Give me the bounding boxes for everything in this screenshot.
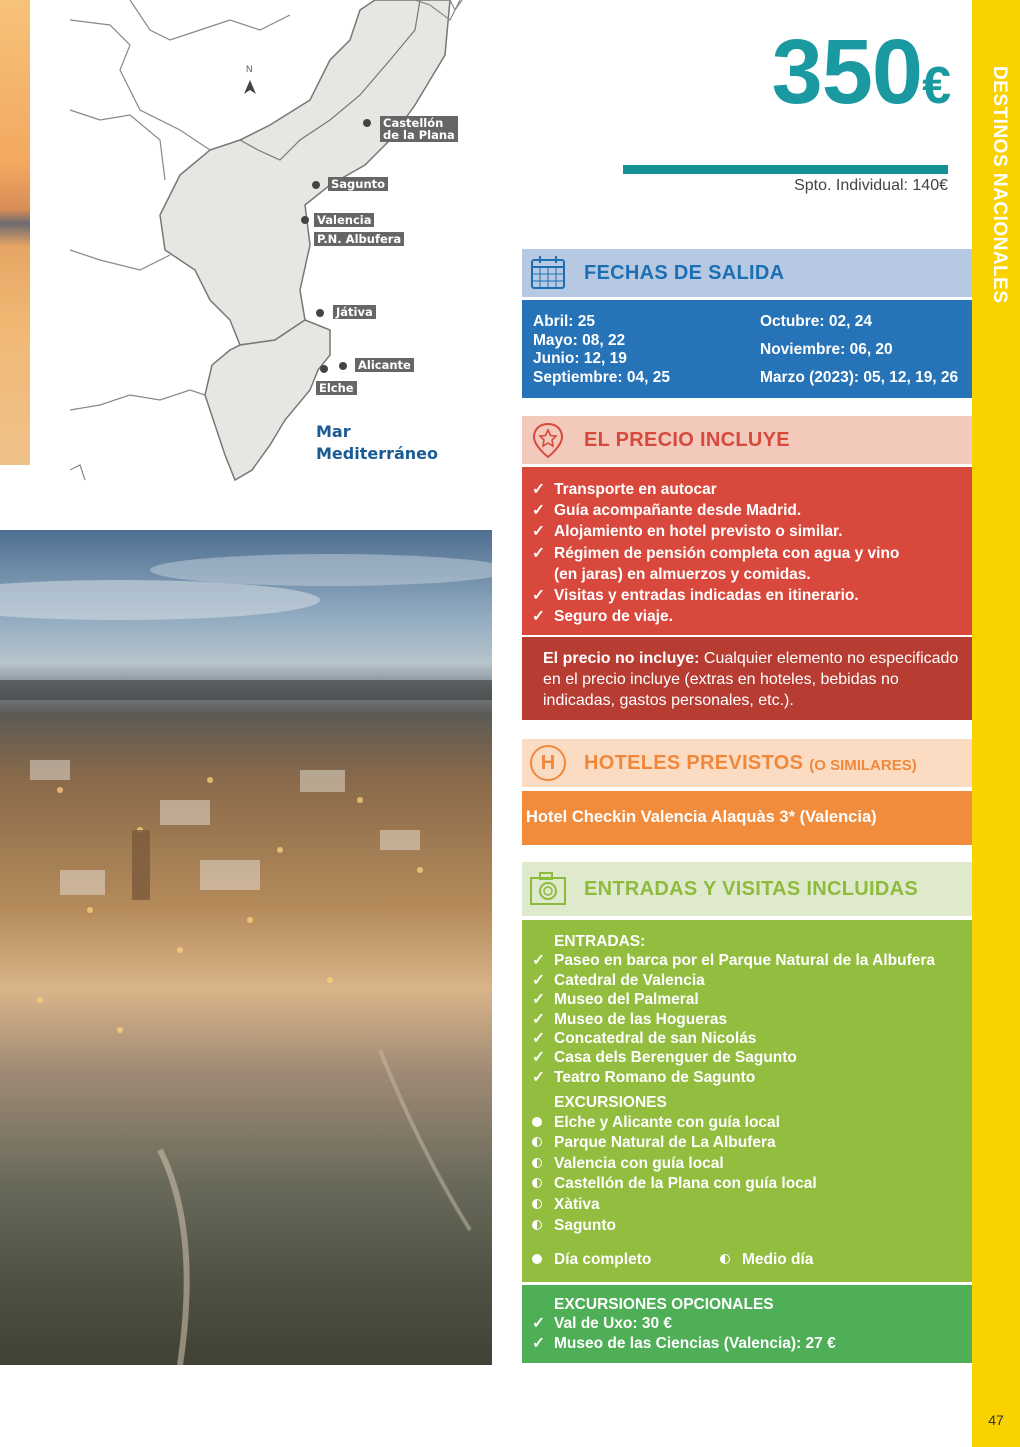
price <box>620 22 950 136</box>
list-item <box>532 1195 935 1216</box>
list-item <box>532 971 935 990</box>
check-icon: ✓ <box>532 971 545 989</box>
city-dusk-photo <box>0 530 492 1365</box>
side-band-text: DESTINOS NACIONALES <box>989 66 1010 304</box>
excursiones-list <box>532 1113 935 1237</box>
fechas-title: FECHAS DE SALIDA <box>584 261 785 284</box>
alicante-region <box>205 320 330 480</box>
list-item-text: Parque Natural de La Albufera <box>554 1134 776 1152</box>
elche-label: Elche <box>316 381 357 395</box>
fecha-item: Noviembre: 06, 20 <box>760 341 893 358</box>
no-incluye-label: El precio no incluye: <box>543 650 700 667</box>
alicante-dot <box>339 362 347 370</box>
sea-label <box>316 421 438 465</box>
list-item <box>532 606 899 627</box>
castellon-label <box>380 116 458 142</box>
list-item <box>532 1314 836 1333</box>
opcionales-body <box>522 1285 972 1363</box>
fecha-item: Octubre: 02, 24 <box>760 313 872 330</box>
half-day-icon <box>532 1178 542 1188</box>
check-icon: ✓ <box>532 608 545 626</box>
sunset-photo-strip <box>0 0 30 465</box>
castellon-dot <box>363 119 371 127</box>
no-incluye-description: Cualquier elemento no especificado en el precio incluye (extras en hoteles, bebidas no indicadas, gastos personales, etc.). <box>543 650 959 709</box>
alicante-label: Alicante <box>355 358 414 372</box>
side-band-label <box>972 0 1020 400</box>
list-item-text: Museo de las Hogueras <box>554 1010 728 1028</box>
list-item-text: (en jaras) en almuerzos y comidas. <box>554 565 811 583</box>
list-item <box>532 1216 935 1237</box>
list-item <box>532 479 899 500</box>
hoteles-header <box>522 739 972 787</box>
camera-icon <box>526 867 570 911</box>
sagunto-dot <box>312 181 320 189</box>
incluye-list <box>532 479 899 627</box>
entradas-list <box>532 932 935 1270</box>
fechas-right-column <box>760 308 958 392</box>
price-underline <box>623 165 948 174</box>
list-item-text: Elche y Alicante con guía local <box>554 1113 780 1131</box>
opcionales-list <box>532 1295 836 1353</box>
list-item-text: Catedral de Valencia <box>554 971 705 989</box>
elche-dot <box>320 365 328 373</box>
list-item <box>532 1133 935 1154</box>
list-item-text: Val de Uxo: 30 € <box>554 1315 673 1333</box>
entradas-body <box>522 920 972 1282</box>
list-item-text: Museo de las Ciencias (Valencia): 27 € <box>554 1334 836 1352</box>
list-item-text: Régimen de pensión completa con agua y vino <box>554 544 900 562</box>
sea-label-line1: Mar <box>316 422 351 441</box>
jativa-dot <box>316 309 324 317</box>
list-item <box>532 1010 935 1029</box>
legend-full-day: Día completo <box>554 1251 652 1269</box>
hoteles-body <box>522 791 972 845</box>
hotel-name: Hotel Checkin Valencia Alaquàs 3* (Valencia) <box>526 808 877 826</box>
legend <box>532 1250 935 1269</box>
albufera-label: P.N. Albufera <box>314 232 404 246</box>
calendar-icon <box>526 251 570 295</box>
opcionales-label: EXCURSIONES OPCIONALES <box>554 1296 774 1313</box>
list-item-text: Visitas y entradas indicadas en itinerario. <box>554 587 859 605</box>
list-item-text: Sagunto <box>554 1216 616 1234</box>
list-item-text: Xàtiva <box>554 1196 600 1214</box>
list-item-text: Museo del Palmeral <box>554 991 699 1009</box>
check-icon: ✓ <box>532 523 545 541</box>
list-item-text: Guía acompañante desde Madrid. <box>554 502 802 520</box>
excursiones-label: EXCURSIONES <box>554 1094 667 1112</box>
check-icon: ✓ <box>532 481 545 498</box>
list-item-text: Transporte en autocar <box>554 481 717 498</box>
hotel-icon <box>526 741 570 785</box>
check-icon: ✓ <box>532 1315 545 1333</box>
list-item-text: Teatro Romano de Sagunto <box>554 1068 756 1086</box>
check-icon: ✓ <box>532 587 545 605</box>
list-item <box>532 1048 935 1067</box>
hotel-icon-letter: H <box>530 745 566 781</box>
photo-detail <box>0 530 492 1365</box>
list-item <box>532 564 899 585</box>
list-item <box>532 1174 935 1195</box>
check-icon: ✓ <box>532 502 545 520</box>
fecha-item: Junio: 12, 19 <box>533 350 627 367</box>
list-item-text: Paseo en barca por el Parque Natural de la Albufera <box>554 952 936 970</box>
list-item-text: Castellón de la Plana con guía local <box>554 1175 817 1193</box>
region-map <box>30 0 490 485</box>
section-label <box>532 1295 836 1314</box>
incluye-title: EL PRECIO INCLUYE <box>584 428 790 451</box>
fechas-left-column <box>533 313 670 387</box>
list-item <box>532 1113 935 1134</box>
fechas-header <box>522 249 972 297</box>
sagunto-label: Sagunto <box>328 177 388 191</box>
list-item-text: Alojamiento en hotel previsto o similar. <box>554 523 843 541</box>
valencia-dot <box>301 216 309 224</box>
fecha-item: Septiembre: 04, 25 <box>533 368 670 386</box>
price-amount: 350 <box>771 21 923 123</box>
hoteles-subtitle: (O SIMILARES) <box>809 756 917 774</box>
page-number: 47 <box>988 1412 1004 1428</box>
price-currency: € <box>922 57 950 115</box>
hoteles-title: HOTELES PREVISTOS <box>584 751 804 774</box>
sea-label-line2: Mediterráneo <box>316 444 439 463</box>
list-item <box>532 585 899 606</box>
castellon-label-line2: de la Plana <box>383 128 455 142</box>
list-item <box>532 521 899 542</box>
map-shape <box>30 0 490 485</box>
check-icon: ✓ <box>532 991 545 1009</box>
check-icon: ✓ <box>532 1030 545 1048</box>
check-icon: ✓ <box>532 1068 545 1086</box>
half-day-icon <box>532 1158 542 1168</box>
single-supplement: Spto. Individual: 140€ <box>794 177 948 194</box>
entradas-label: ENTRADAS: <box>554 933 646 950</box>
half-day-icon <box>720 1254 730 1264</box>
section-label <box>532 1093 935 1112</box>
incluye-body <box>522 467 972 635</box>
list-item-text: Concatedral de san Nicolás <box>554 1030 757 1048</box>
valencia-region <box>160 0 450 345</box>
no-incluye-text <box>543 648 963 711</box>
jativa-label: Játiva <box>333 305 376 319</box>
check-icon: ✓ <box>532 1010 545 1028</box>
legend-half-day: Medio día <box>741 1251 814 1269</box>
fecha-item: Marzo (2023): 05, 12, 19, 26 <box>760 369 959 386</box>
list-item-text: Seguro de viaje. <box>554 608 673 626</box>
badge-star-icon <box>526 418 570 462</box>
list-item-text: Valencia con guía local <box>554 1154 724 1172</box>
entradas-header <box>522 862 972 916</box>
half-day-icon <box>532 1199 542 1209</box>
list-item <box>532 951 935 970</box>
list-item <box>532 500 899 521</box>
full-day-icon <box>532 1117 542 1127</box>
fechas-body <box>522 300 972 398</box>
full-day-icon <box>532 1254 542 1264</box>
valencia-label: Valencia <box>314 213 374 227</box>
incluye-header <box>522 416 972 464</box>
castellon-label-line1: Castellón <box>383 116 444 130</box>
fecha-item: Mayo: 08, 22 <box>533 331 626 349</box>
entradas-title: ENTRADAS Y VISITAS INCLUIDAS <box>584 877 918 900</box>
list-item-text: Casa dels Berenguer de Sagunto <box>554 1049 797 1067</box>
half-day-icon <box>532 1220 542 1230</box>
list-item <box>532 1029 935 1048</box>
north-label: N <box>246 64 253 74</box>
check-icon: ✓ <box>532 1049 545 1067</box>
list-item <box>532 1334 836 1353</box>
half-day-icon <box>532 1137 542 1147</box>
check-icon: ✓ <box>532 544 545 562</box>
list-item <box>532 1154 935 1175</box>
section-label <box>532 932 935 951</box>
no-incluye-body <box>522 637 972 720</box>
list-item <box>532 543 899 564</box>
list-item <box>532 1068 935 1087</box>
fecha-item: Abril: 25 <box>533 313 596 330</box>
list-item <box>532 990 935 1009</box>
check-icon: ✓ <box>532 952 545 970</box>
check-icon: ✓ <box>532 1334 545 1352</box>
